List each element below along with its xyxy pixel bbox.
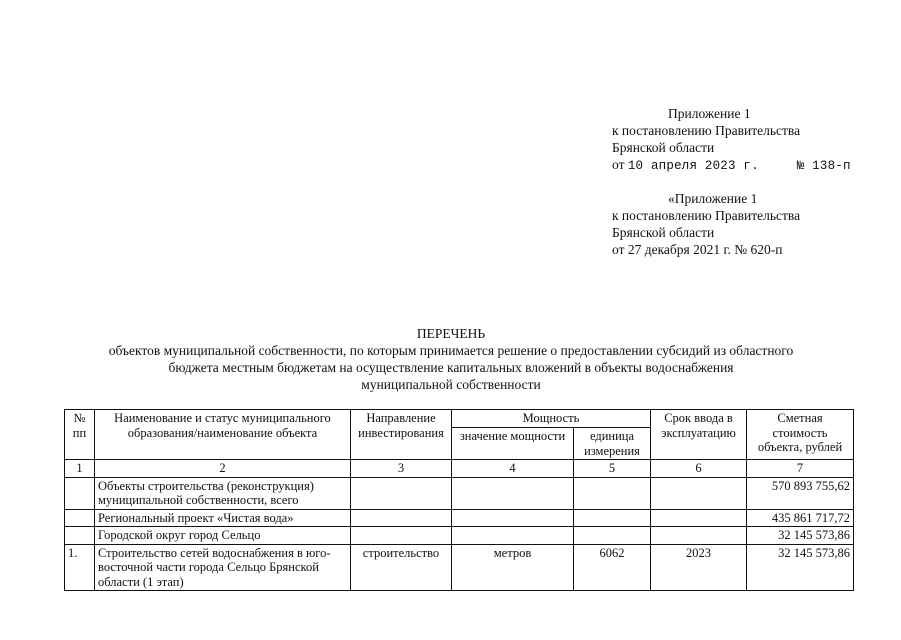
heading-subtitle-3: муниципальной собственности xyxy=(361,377,541,392)
header-cost: Сметная стоимость объекта, рублей xyxy=(747,410,854,460)
col-number: 3 xyxy=(351,460,452,478)
appendix-block-new xyxy=(612,105,851,175)
cell-term xyxy=(651,509,747,527)
col-number: 1 xyxy=(65,460,95,478)
header-term: Срок ввода в эксплуатацию xyxy=(651,410,747,460)
cell-direction xyxy=(351,477,452,509)
appendix-title: Приложение 1 xyxy=(668,106,751,121)
cell-term xyxy=(651,477,747,509)
cell-value xyxy=(452,527,574,545)
cell-direction xyxy=(351,527,452,545)
col-number: 5 xyxy=(574,460,651,478)
appendix-decree-line: к постановлению Правительства xyxy=(612,123,801,138)
cell-num: 1. xyxy=(65,544,95,591)
appendix-decree-line: к постановлению Правительства xyxy=(612,208,801,223)
header-capacity: Мощность xyxy=(452,410,651,428)
heading-subtitle-2: бюджета местным бюджетам на осуществление капитальных вложений в объекты водоснабжения xyxy=(168,360,734,375)
cell-unit: 6062 xyxy=(574,544,651,591)
col-number: 2 xyxy=(95,460,351,478)
cell-value xyxy=(452,509,574,527)
header-direction: Направление инвестирования xyxy=(351,410,452,460)
appendix-date-line xyxy=(612,156,851,175)
cell-num xyxy=(65,509,95,527)
heading-title: ПЕРЕЧЕНЬ xyxy=(416,326,486,341)
cell-direction: строительство xyxy=(351,544,452,591)
cell-term xyxy=(651,527,747,545)
appendix-region-line: Брянской области xyxy=(612,225,715,240)
cell-cost: 32 145 573,86 xyxy=(747,544,854,591)
cell-direction xyxy=(351,509,452,527)
cell-unit xyxy=(574,477,651,509)
cell-value xyxy=(452,477,574,509)
cell-unit xyxy=(574,509,651,527)
header-capacity-unit: единица измерения xyxy=(574,428,651,460)
table-row xyxy=(65,527,854,545)
cell-num xyxy=(65,477,95,509)
cell-name: Региональный проект «Чистая вода» xyxy=(95,509,351,527)
cell-name: Городской округ город Сельцо xyxy=(95,527,351,545)
appendix-date-line: от 27 декабря 2021 г. № 620-п xyxy=(612,242,783,257)
col-number: 7 xyxy=(747,460,854,478)
cell-num xyxy=(65,527,95,545)
heading-subtitle-1: объектов муниципальной собственности, по которым принимается решение о предоставлении субсидий из областного xyxy=(108,343,794,358)
cell-unit xyxy=(574,527,651,545)
cell-cost: 570 893 755,62 xyxy=(747,477,854,509)
col-number: 4 xyxy=(452,460,574,478)
appendix-region-line: Брянской области xyxy=(612,140,715,155)
header-capacity-value: значение мощности xyxy=(452,428,574,460)
cell-cost: 32 145 573,86 xyxy=(747,527,854,545)
appendix-block-old xyxy=(612,190,800,258)
date-prefix: от xyxy=(612,157,625,172)
appendix-title: «Приложение 1 xyxy=(668,191,758,206)
decree-date: 10 апреля 2023 г. xyxy=(627,159,759,173)
document-heading xyxy=(60,325,842,393)
column-numbers-row xyxy=(65,460,854,478)
table-row xyxy=(65,544,854,591)
cell-name: Строительство сетей водоснабжения в юго-восточной части города Сельцо Брянской области (1 этап) xyxy=(95,544,351,591)
col-number: 6 xyxy=(651,460,747,478)
cell-name: Объекты строительства (реконструкция) муниципальной собственности, всего xyxy=(95,477,351,509)
table-row xyxy=(65,509,854,527)
decree-number: № 138-п xyxy=(796,159,851,173)
cell-term: 2023 xyxy=(651,544,747,591)
cell-value: метров xyxy=(452,544,574,591)
objects-table xyxy=(64,409,854,591)
header-num: № пп xyxy=(65,410,95,460)
header-name: Наименование и статус муниципального образования/наименование объекта xyxy=(95,410,351,460)
cell-cost: 435 861 717,72 xyxy=(747,509,854,527)
table-row xyxy=(65,477,854,509)
